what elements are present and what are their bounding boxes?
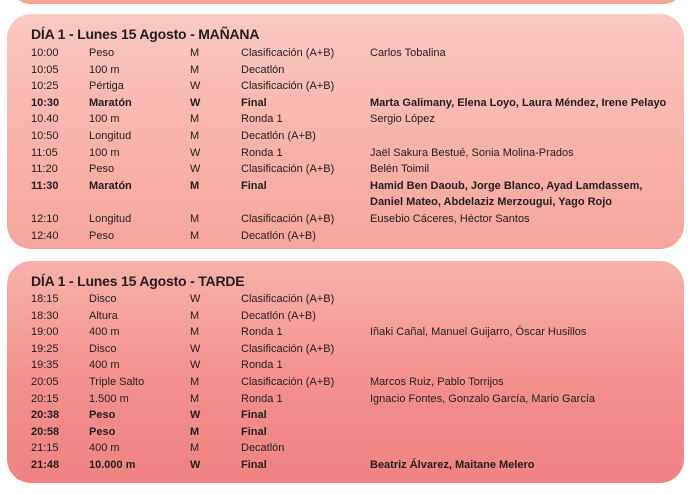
event-time: 20:38 — [31, 409, 60, 422]
event-name: Peso — [89, 409, 116, 422]
event-name: Maratón — [89, 179, 132, 192]
event-sex: M — [190, 130, 200, 142]
event-sex: M — [190, 425, 200, 438]
event-athletes — [370, 457, 670, 474]
athletes-line: Ignacio Fontes, Gonzalo García, Mario García — [370, 392, 595, 405]
event-athletes — [370, 95, 670, 112]
event-name: 100 m — [89, 63, 120, 76]
event-sex: W — [190, 359, 201, 372]
event-round: Clasificación (A+B) — [241, 342, 335, 355]
event-round: Final — [241, 96, 267, 109]
event-sex: W — [190, 293, 201, 305]
event-sex: M — [190, 47, 200, 59]
event-name: Peso — [89, 47, 115, 59]
event-round: Clasificación (A+B) — [241, 293, 335, 305]
event-name: 400 m — [89, 326, 120, 339]
event-round: Final — [241, 459, 267, 471]
session-panel-afternoon — [7, 261, 684, 483]
athletes-line: Iñaki Cañal, Manuel Guijarro, Óscar Husillos — [370, 326, 587, 339]
event-round: Clasificación (A+B) — [241, 47, 335, 59]
event-time: 10:50 — [31, 130, 59, 142]
event-time: 10:00 — [31, 47, 59, 59]
event-name: Longitud — [89, 130, 132, 142]
event-sex: W — [190, 80, 201, 93]
event-sex: M — [190, 442, 200, 455]
event-sex: W — [190, 96, 201, 109]
event-time: 19:35 — [31, 359, 59, 372]
athletes-line: Belén Toimil — [370, 163, 430, 176]
event-name: 400 m — [89, 359, 120, 372]
event-athletes — [370, 111, 670, 128]
event-time: 18:30 — [31, 309, 59, 322]
event-name: Disco — [89, 293, 117, 305]
event-athletes — [370, 178, 670, 211]
athletes-line: Jaël Sakura Bestué, Sonia Molina-Prados — [370, 146, 574, 159]
event-name: Pértiga — [89, 80, 124, 93]
event-name: Maratón — [89, 96, 132, 109]
event-sex: W — [190, 342, 201, 355]
event-name: Altura — [89, 309, 118, 322]
event-sex: M — [190, 309, 200, 322]
event-time: 11:30 — [31, 179, 59, 192]
event-round: Ronda 1 — [241, 392, 283, 405]
event-time: 10:25 — [31, 80, 59, 93]
event-sex: W — [190, 409, 201, 422]
event-name: Longitud — [89, 213, 132, 225]
athletes-line: Sergio López — [370, 113, 435, 126]
event-name: Peso — [89, 229, 115, 242]
session-rows — [7, 14, 684, 249]
athletes-line: Daniel Mateo, Abdelaziz Merzougui, Yago Rojo — [370, 196, 613, 209]
event-athletes — [370, 145, 670, 162]
event-time: 20:58 — [31, 425, 60, 438]
athletes-line: Marcos Ruiz, Pablo Torrijos — [370, 376, 504, 388]
event-round: Decatlón (A+B) — [241, 229, 316, 242]
event-time: 20:05 — [31, 376, 59, 388]
event-name: 400 m — [89, 442, 120, 455]
event-time: 12:10 — [31, 213, 59, 225]
athletes-line: Eusebio Cáceres, Héctor Santos — [370, 213, 530, 225]
event-time: 18:15 — [31, 293, 59, 305]
athletes-line: Hamid Ben Daoub, Jorge Blanco, Ayad Lamdassem, — [370, 179, 643, 192]
event-sex: M — [190, 392, 200, 405]
event-time: 20:15 — [31, 392, 59, 405]
event-name: 1.500 m — [89, 392, 129, 405]
event-round: Clasificación (A+B) — [241, 80, 335, 93]
athletes-line: Marta Galimany, Elena Loyo, Laura Méndez, Irene Pelayo — [370, 96, 667, 109]
event-name: Triple Salto — [89, 376, 145, 388]
event-sex: M — [190, 326, 200, 339]
session-title: DÍA 1 - Lunes 15 Agosto - TARDE — [31, 273, 245, 289]
event-round: Clasificación (A+B) — [241, 376, 335, 388]
event-sex: W — [190, 146, 201, 159]
event-time: 10:05 — [31, 63, 59, 76]
event-time: 19:00 — [31, 326, 59, 339]
event-sex: M — [190, 376, 200, 388]
event-sex: W — [190, 163, 201, 176]
event-time: 10:30 — [31, 96, 60, 109]
session-title: DÍA 1 - Lunes 15 Agosto - MAÑANA — [31, 26, 260, 42]
athletes-line: Beatriz Álvarez, Maitane Melero — [370, 459, 535, 471]
event-round: Ronda 1 — [241, 146, 283, 159]
event-round: Decatlón (A+B) — [241, 309, 316, 322]
event-time: 19:25 — [31, 342, 59, 355]
event-time: 21:48 — [31, 459, 60, 471]
session-rows — [7, 261, 684, 483]
event-time: 11:20 — [31, 163, 58, 176]
event-round: Final — [241, 179, 267, 192]
event-sex: M — [190, 113, 200, 126]
event-round: Ronda 1 — [241, 113, 283, 126]
event-round: Final — [241, 409, 267, 422]
event-athletes — [370, 374, 670, 391]
event-round: Decatlón — [241, 63, 285, 76]
event-sex: M — [190, 179, 200, 192]
event-round: Clasificación (A+B) — [241, 213, 335, 225]
event-sex: M — [190, 229, 200, 242]
event-athletes — [370, 324, 670, 341]
event-athletes — [370, 161, 670, 178]
event-round: Clasificación (A+B) — [241, 163, 335, 176]
event-sex: W — [190, 459, 201, 471]
event-name: Peso — [89, 163, 115, 176]
event-time: 21:15 — [31, 442, 59, 455]
athletes-line: Carlos Tobalina — [370, 47, 446, 59]
event-round: Decatlón — [241, 442, 285, 455]
event-athletes — [370, 391, 670, 408]
event-athletes — [370, 45, 670, 62]
event-time: 12:40 — [31, 229, 59, 242]
event-time: 11:05 — [31, 146, 58, 159]
event-name: 100 m — [89, 113, 120, 126]
event-athletes — [370, 211, 670, 228]
event-sex: M — [190, 63, 200, 76]
previous-panel-edge — [12, 0, 682, 4]
event-round: Decatlón (A+B) — [241, 130, 316, 142]
event-name: 10.000 m — [89, 459, 136, 471]
event-round: Ronda 1 — [241, 326, 283, 339]
event-name: 100 m — [89, 146, 120, 159]
event-round: Ronda 1 — [241, 359, 283, 372]
event-name: Disco — [89, 342, 117, 355]
event-round: Final — [241, 425, 267, 438]
event-sex: M — [190, 213, 200, 225]
session-panel-morning — [7, 14, 684, 249]
event-name: Peso — [89, 425, 116, 438]
event-time: 10.40 — [31, 113, 59, 126]
